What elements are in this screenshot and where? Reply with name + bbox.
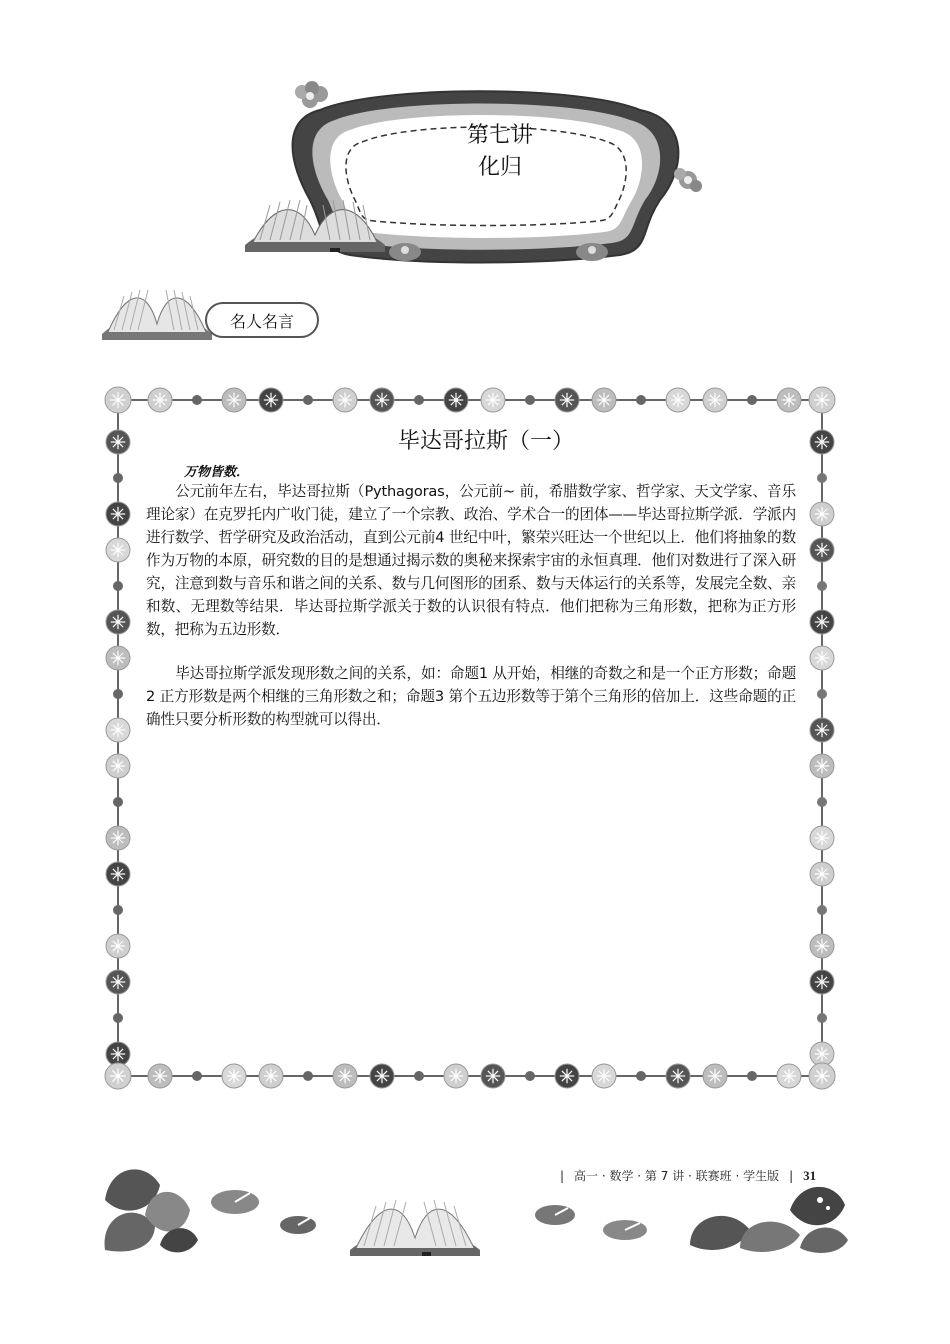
snowflake-bead-icon bbox=[810, 610, 834, 634]
snowflake-bead-icon bbox=[105, 387, 131, 413]
snowflake-bead-icon bbox=[555, 1064, 579, 1088]
snowflake-bead-icon bbox=[148, 388, 172, 412]
snowflake-bead-icon bbox=[777, 1064, 801, 1088]
snowflake-bead-icon bbox=[106, 502, 130, 526]
snowflake-bead-icon bbox=[106, 538, 130, 562]
snowflake-bead-icon bbox=[592, 1064, 616, 1088]
snowflake-bead-icon bbox=[810, 718, 834, 742]
snowflake-bead-icon bbox=[666, 388, 690, 412]
series-label: 高一 · 数学 · 第 7 讲 · 联赛班 · 学生版 bbox=[574, 1169, 780, 1183]
snowflake-bead-icon bbox=[810, 754, 834, 778]
snowflake-bead-icon bbox=[810, 430, 834, 454]
snowflake-bead-icon bbox=[106, 862, 130, 886]
snowflake-bead-icon bbox=[106, 718, 130, 742]
motto: 万物皆数． bbox=[184, 465, 250, 480]
snowflake-bead-icon bbox=[810, 502, 834, 526]
paragraph: 公元前年左右，毕达哥拉斯（Pythagoras，公元前~ 前，希腊数学家、哲学家、天文学家、音乐理论家）在克罗托内广收门徒，建立了一个宗教、政治、学术合一的团体——毕达哥拉斯学派．学派内进行数学、哲学研究及政治活动，直到公元前4 世纪中叶，繁荣兴旺达一个世纪以上．他们将抽象的数作为万物的本原，研究数的目的是想通过揭示数的奥秘来探索宇宙的永恒真理．他们对数进行了深入研究，注意到数与音乐和谐之间的关系、数与几何图形的团系、数与天体运行的关系等，发展完全数、亲和数、无理数等结果．毕达哥拉斯学派关于数的认识很有特点．他们把称为三角形数，把称为正方形数，把称为五边形数． bbox=[146, 483, 796, 638]
chapter-title: 化归 bbox=[477, 155, 522, 180]
paragraph: 毕达哥拉斯学派发现形数之间的关系，如：命题1 从开始，相继的奇数之和是一个正方形数；命题2 正方形数是两个相继的三角形数之和；命题3 第个五边形数等于第个三角形的倍加上．这些命题的正确性只要分析形数的构型就可以得出． bbox=[146, 665, 796, 728]
snowflake-bead-icon bbox=[106, 610, 130, 634]
chapter-number: 第七讲 bbox=[466, 123, 533, 148]
snowflake-bead-icon bbox=[810, 862, 834, 886]
snowflake-bead-icon bbox=[810, 646, 834, 670]
snowflake-bead-icon bbox=[703, 1064, 727, 1088]
divider: | bbox=[789, 1168, 794, 1183]
snowflake-bead-icon bbox=[106, 970, 130, 994]
article-title: 毕达哥拉斯（一） bbox=[397, 429, 574, 454]
snowflake-bead-icon bbox=[259, 1064, 283, 1088]
snowflake-bead-icon bbox=[810, 970, 834, 994]
snowflake-bead-icon bbox=[810, 826, 834, 850]
page-number: 31 bbox=[803, 1167, 817, 1183]
snowflake-bead-icon bbox=[666, 1064, 690, 1088]
flower-icon bbox=[295, 81, 328, 108]
open-book-icon bbox=[102, 282, 212, 342]
leaf-icon bbox=[105, 1169, 198, 1252]
snowflake-bead-icon bbox=[809, 387, 835, 413]
section-tab: 名人名言 bbox=[205, 302, 319, 338]
snowflake-bead-icon bbox=[370, 388, 394, 412]
footer-bar bbox=[560, 1167, 816, 1184]
snowflake-bead-icon bbox=[106, 1042, 130, 1066]
snowflake-bead-icon bbox=[222, 388, 246, 412]
snowflake-bead-icon bbox=[222, 1064, 246, 1088]
snowflake-bead-icon bbox=[809, 1063, 835, 1089]
snowflake-bead-icon bbox=[444, 388, 468, 412]
snowflake-bead-icon bbox=[333, 388, 357, 412]
snowflake-bead-icon bbox=[810, 1042, 834, 1066]
snowflake-bead-icon bbox=[106, 826, 130, 850]
snowflake-bead-icon bbox=[370, 1064, 394, 1088]
snowflake-bead-icon bbox=[481, 1064, 505, 1088]
article bbox=[146, 424, 796, 731]
snowflake-bead-icon bbox=[105, 1063, 131, 1089]
snowflake-bead-icon bbox=[592, 388, 616, 412]
snowflake-bead-icon bbox=[777, 388, 801, 412]
lily-pad-icon bbox=[211, 1190, 316, 1234]
snowflake-bead-icon bbox=[333, 1064, 357, 1088]
snowflake-bead-icon bbox=[810, 934, 834, 958]
snowflake-bead-icon bbox=[106, 934, 130, 958]
snowflake-bead-icon bbox=[259, 388, 283, 412]
snowflake-bead-icon bbox=[106, 754, 130, 778]
snowflake-bead-icon bbox=[810, 538, 834, 562]
snowflake-bead-icon bbox=[481, 388, 505, 412]
snowflake-bead-icon bbox=[148, 1064, 172, 1088]
snowflake-bead-icon bbox=[703, 388, 727, 412]
snowflake-bead-icon bbox=[444, 1064, 468, 1088]
open-book-icon bbox=[350, 1200, 480, 1256]
divider: | bbox=[560, 1168, 565, 1183]
snowflake-bead-icon bbox=[106, 430, 130, 454]
snowflake-bead-icon bbox=[555, 388, 579, 412]
snowflake-bead-icon bbox=[106, 646, 130, 670]
